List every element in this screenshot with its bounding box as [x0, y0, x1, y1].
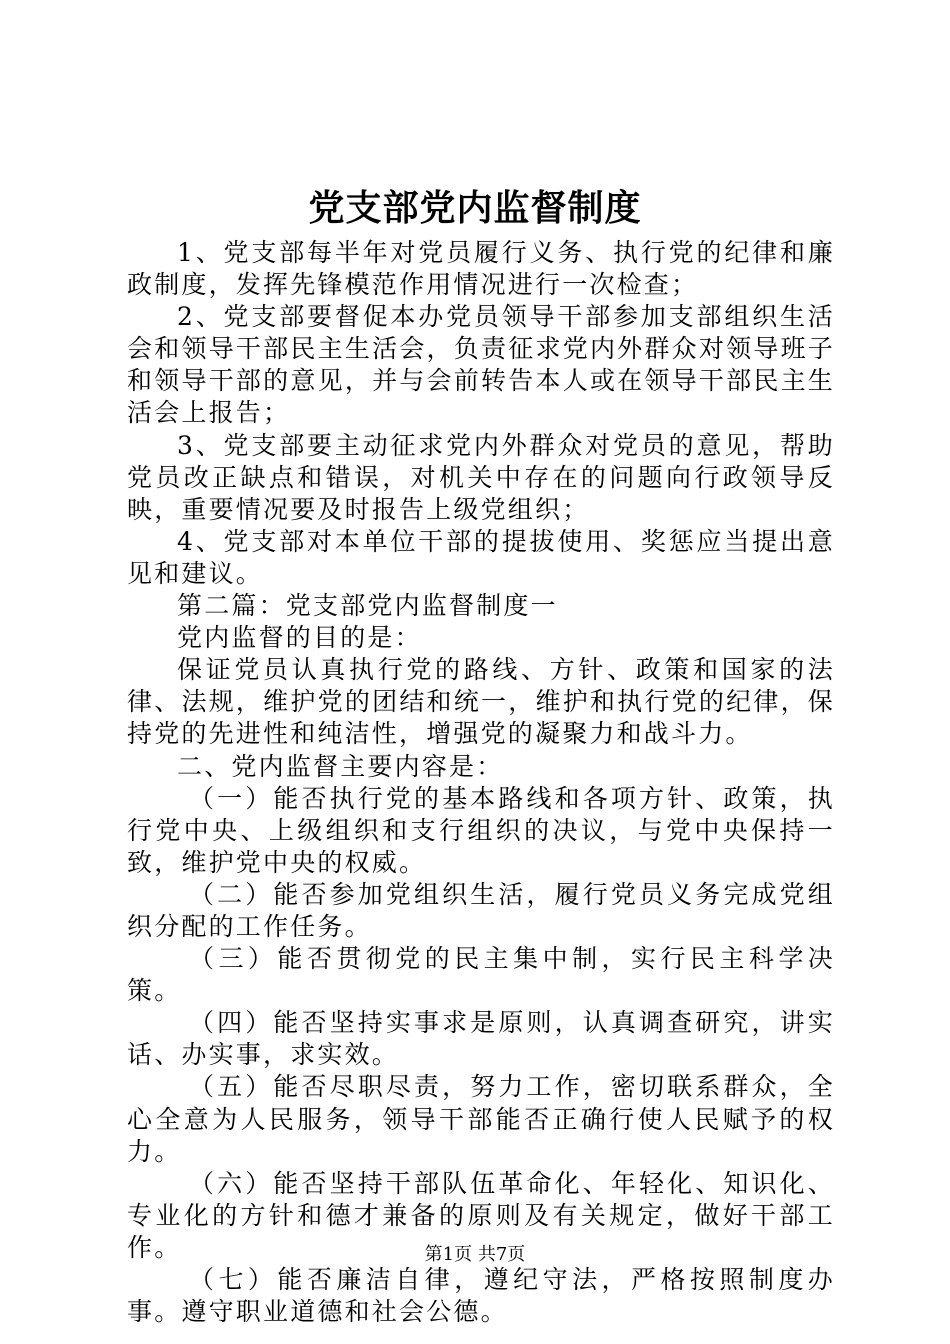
paragraph-item-1: （一）能否执行党的基本路线和各项方针、政策，执行党中央、上级组织和支行组织的决议，与党中央保持一致，维护党中央的权威。: [127, 783, 835, 877]
paragraph-item-6: （六）能否坚持干部队伍革命化、年轻化、知识化、专业化的方针和德才兼备的原则及有关规定，做好干部工作。: [127, 1168, 835, 1262]
paragraph-item-2: （二）能否参加党组织生活，履行党员义务完成党组织分配的工作任务。: [127, 879, 835, 941]
paragraph-purpose-heading: 党内监督的目的是：: [177, 623, 422, 653]
paragraph-4: 4、党支部对本单位干部的提拔使用、奖惩应当提出意见和建议。: [127, 526, 835, 588]
paragraph-item-3: （三）能否贯彻党的民主集中制，实行民主科学决策。: [127, 944, 835, 1006]
paragraph-item-7: （七）能否廉洁自律，遵纪守法，严格按照制度办事。遵守职业道德和社会公德。: [127, 1265, 835, 1327]
document-title: 党支部党内监督制度: [308, 187, 642, 229]
page-number-footer: 第1页 共7页: [424, 1244, 526, 1265]
paragraph-purpose: 保证党员认真执行党的路线、方针、政策和国家的法律、法规，维护党的团结和统一，维护和执行党的纪律，保持党的先进性和纯洁性，增强党的凝聚力和战斗力。: [127, 655, 835, 749]
document-body: [127, 237, 835, 1328]
paragraph-3: 3、党支部要主动征求党内外群众对党员的意见，帮助党员改正缺点和错误，对机关中存在的问题向行政领导反映，重要情况要及时报告上级党组织；: [127, 430, 835, 524]
paragraph-2: 2、党支部要督促本办党员领导干部参加支部组织生活会和领导干部民主生活会，负责征求党内外群众对领导班子和领导干部的意见，并与会前转告本人或在领导干部民主生活会上报告；: [127, 302, 835, 428]
section-heading-second-part: 第二篇：党支部党内监督制度一: [177, 591, 558, 621]
paragraph-item-4: （四）能否坚持实事求是原则，认真调查研究，讲实话、办实事，求实效。: [127, 1008, 835, 1070]
paragraph-item-5: （五）能否尽职尽责，努力工作，密切联系群众，全心全意为人民服务，领导干部能否正确行使人民赋予的权力。: [127, 1072, 835, 1166]
paragraph-content-heading: 二、党内监督主要内容是：: [177, 751, 504, 781]
paragraph-1: 1、党支部每半年对党员履行义务、执行党的纪律和廉政制度，发挥先锋模范作用情况进行一次检查；: [127, 238, 835, 300]
